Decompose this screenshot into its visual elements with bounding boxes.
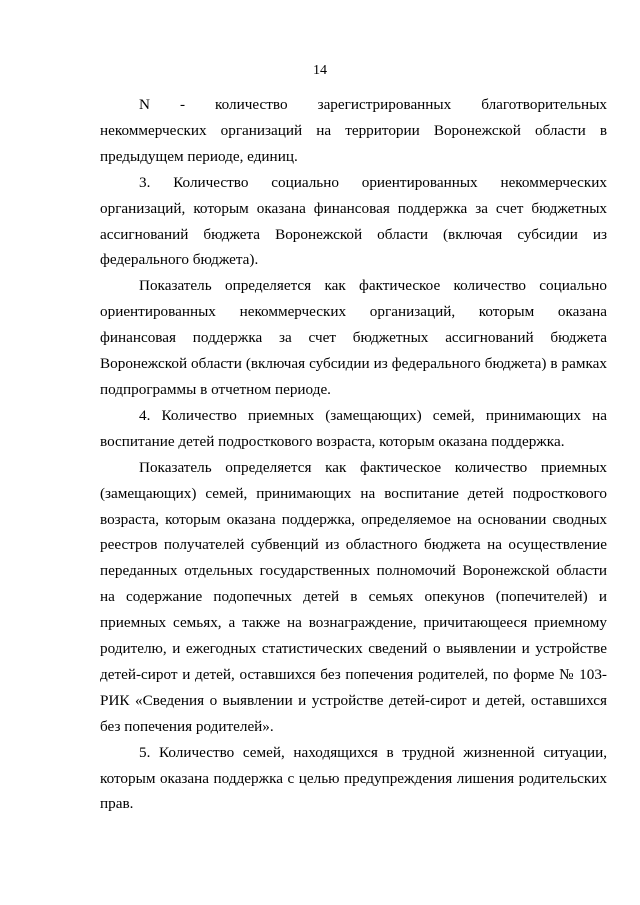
document-body: [100, 92, 607, 817]
paragraph-indicator-n-definition: N - количество зарегистрированных благотворительных некоммерческих организаций на территории Воронежской области в предыдущем периоде, единиц.: [100, 96, 607, 165]
paragraph-item-3-definition: Показатель определяется как фактическое количество социально ориентированных некоммерческих организаций, которым оказана финансовая поддержка за счет бюджетных ассигнований бюджета Воронежской области (включая субсидии из федерального бюджета) в рамках подпрограммы в отчетном периоде.: [100, 277, 607, 398]
page-number: 14: [313, 63, 327, 78]
paragraph-item-4-title: 4. Количество приемных (замещающих) семей, принимающих на воспитание детей подросткового возраста, которым оказана поддержка.: [100, 406, 607, 450]
paragraph-item-3-title: 3. Количество социально ориентированных некоммерческих организаций, которым оказана финансовая поддержка за счет бюджетных ассигнований бюджета Воронежской области (включая субсидии из федерального бюджета).: [100, 173, 607, 269]
paragraph-item-4-definition: Показатель определяется как фактическое количество приемных (замещающих) семей, принимающих на воспитание детей подросткового возраста, которым оказана поддержка, определяемое на основании сводных реестров получателей субвенций из областного бюджета на осуществление переданных отдельных государственных полномочий Воронежской области на содержание подопечных детей в семьях опекунов (попечителей) и приемных семьях, а также на вознаграждение, причитающееся приемному родителю, и ежегодных статистических сведений о выявлении и устройстве детей-сирот и детей, оставшихся без попечения родителей, по форме № 103-РИК «Сведения о выявлении и устройстве детей-сирот и детей, оставшихся без попечения родителей».: [100, 458, 607, 735]
paragraph-item-5-title: 5. Количество семей, находящихся в трудной жизненной ситуации, которым оказана поддержка с целью предупреждения лишения родительских прав.: [100, 743, 607, 813]
